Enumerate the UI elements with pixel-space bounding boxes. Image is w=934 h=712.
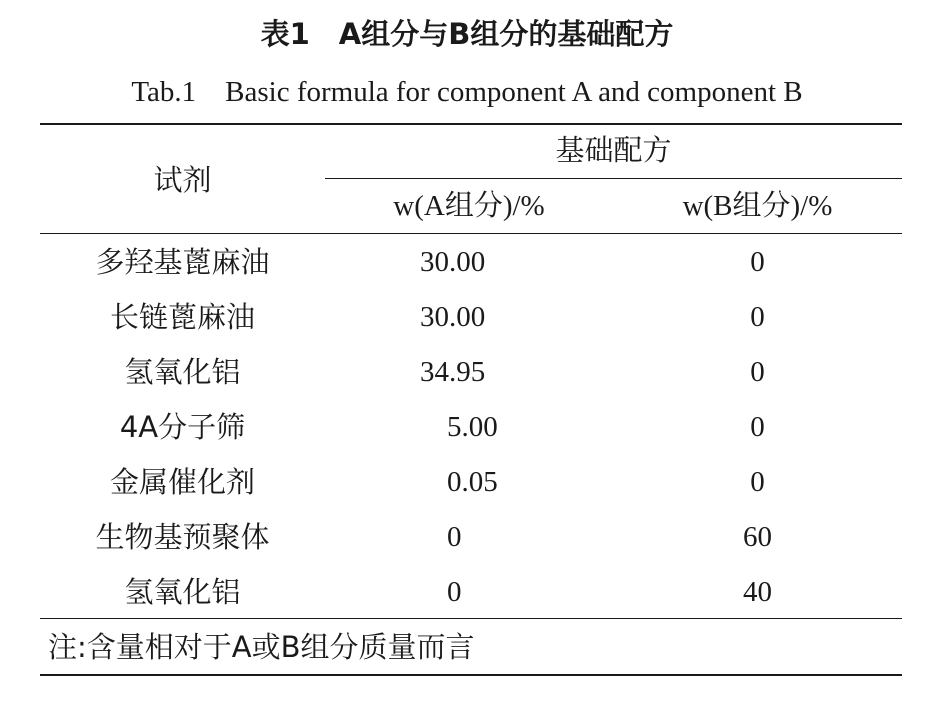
component-a-cell: 34.95 (420, 356, 486, 388)
component-b-cell: 0 (750, 466, 765, 498)
component-b-cell: 0 (750, 356, 765, 388)
note-rule (40, 618, 902, 619)
header-basic-formula: 基础配方 (555, 133, 672, 167)
reagent-cell: 生物基预聚体 (95, 520, 270, 554)
header-bottom-rule (40, 233, 902, 234)
component-a-cell: 0 (447, 576, 462, 608)
component-a-cell: 0.05 (447, 466, 498, 498)
reagent-cell: 长链蓖麻油 (109, 300, 255, 334)
table-note: 注:含量相对于A或B组分质量而言 (48, 630, 475, 664)
component-b-cell: 0 (750, 411, 765, 443)
component-a-cell: 5.00 (447, 411, 498, 443)
reagent-cell: 4A分子筛 (119, 410, 246, 444)
header-reagent: 试剂 (153, 163, 212, 197)
reagent-cell: 多羟基蓖麻油 (95, 245, 270, 279)
component-b-cell: 0 (750, 301, 765, 333)
top-rule (40, 123, 902, 125)
header-component-b: w(B组分)/% (682, 190, 833, 222)
component-a-cell: 0 (447, 521, 462, 553)
header-component-a: w(A组分)/% (393, 190, 545, 222)
table-caption-cn: 表1 A组分与B组分的基础配方 (260, 17, 674, 51)
component-a-cell: 30.00 (420, 301, 486, 333)
reagent-cell: 氢氧化铝 (124, 355, 241, 389)
reagent-cell: 氢氧化铝 (124, 575, 241, 609)
component-a-cell: 30.00 (420, 246, 486, 278)
component-b-cell: 40 (743, 576, 772, 608)
component-b-cell: 60 (743, 521, 772, 553)
bottom-rule (40, 674, 902, 676)
component-b-cell: 0 (750, 246, 765, 278)
reagent-cell: 金属催化剂 (109, 465, 255, 499)
header-span-rule (325, 178, 902, 179)
table-caption-en: Tab.1 Basic formula for component A and component B (131, 76, 803, 108)
